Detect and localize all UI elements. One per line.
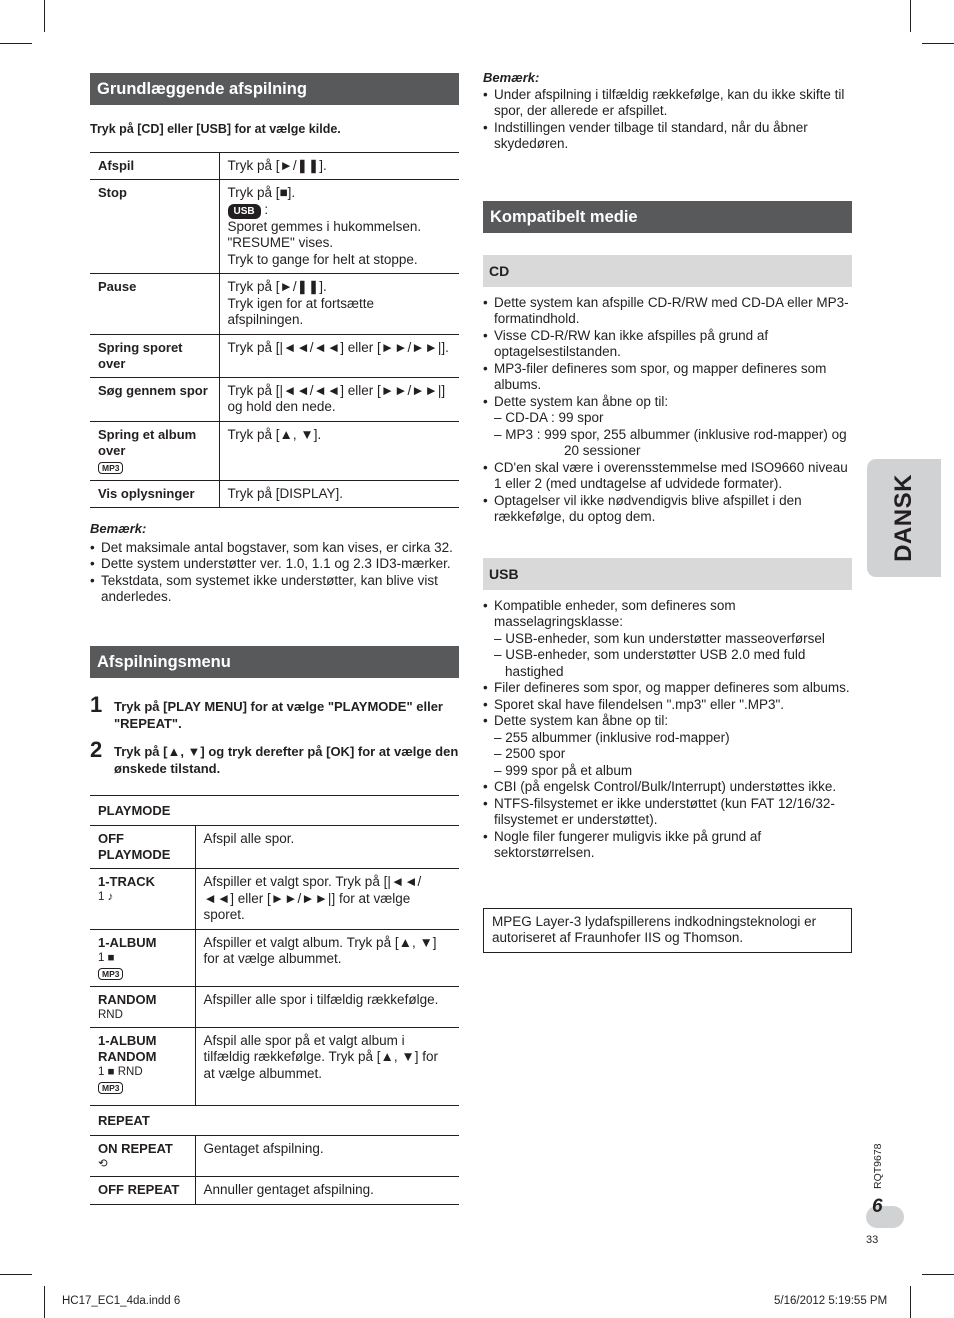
row-line: : xyxy=(264,201,269,217)
note-item: • Det maksimale antal bogstaver, som kan vises, er cirka 32. xyxy=(90,540,459,557)
list-item: • CBI (på engelsk Control/Bulk/Interrupt) understøttes ikke. xyxy=(483,779,852,796)
row-value: Tryk på [|◄◄/◄◄] eller [►►/►►|] og hold den nede. xyxy=(219,377,459,421)
note-item: • Under afspilning i tilfældig rækkefølge, kan du ikke skifte til spor, der allerede er afspillet. xyxy=(483,87,852,120)
row-key: Stop xyxy=(90,180,219,274)
basic-notes xyxy=(90,521,459,606)
list-item: • Optagelser vil ikke nødvendigvis blive afspillet i den rækkefølge, du optog dem. xyxy=(483,493,852,526)
note-item: • Tekstdata, som systemet ikke understøtter, kan blive vist anderledes. xyxy=(90,573,459,606)
mp3-badge: MP3 xyxy=(98,968,123,980)
display-indicator: 1 ■ RND xyxy=(98,1065,143,1078)
document-code: RQT9678 xyxy=(871,1143,884,1190)
sub-item: – 255 albummer (inklusive rod-mapper) xyxy=(494,729,730,745)
row-key: Afspil xyxy=(90,152,219,180)
row-line: Sporet gemmes i hukommelsen. xyxy=(227,218,422,234)
row-key xyxy=(90,421,219,480)
sub-item: – USB-enheder, som kun understøtter masseoverførsel xyxy=(494,630,825,646)
usb-list xyxy=(483,598,852,862)
row-line: Tryk på [■]. xyxy=(227,185,296,200)
row-value: Annuller gentaget afspilning. xyxy=(195,1177,459,1205)
step-1 xyxy=(90,691,459,732)
crop-mark xyxy=(0,1274,32,1275)
row-line: Tryk på [►/❚❚]. xyxy=(227,279,327,294)
crop-mark xyxy=(922,43,954,44)
page-sub-number: 33 xyxy=(866,1234,879,1246)
table-row xyxy=(90,929,459,986)
step-2 xyxy=(90,736,459,777)
row-value: Tryk på [|◄◄/◄◄] eller [►►/►►|]. xyxy=(219,334,459,377)
row-key xyxy=(90,929,195,986)
row-key xyxy=(90,1027,195,1105)
table-row xyxy=(90,152,459,180)
table-row xyxy=(90,180,459,274)
note-item: • Indstillingen vender tilbage til standard, når du åbner skydedøren. xyxy=(483,120,852,153)
mp3-badge: MP3 xyxy=(98,462,123,474)
display-indicator: RND xyxy=(98,1008,123,1021)
row-value: Afspiller et valgt album. Tryk på [▲, ▼] for at vælge albummet. xyxy=(195,929,459,986)
row-key: OFF PLAYMODE xyxy=(90,826,195,869)
crop-mark xyxy=(910,0,911,32)
mpeg-notice: MPEG Layer-3 lydafspillerens indkodningsteknologi er autoriseret af Fraunhofer IIS og Thomson. xyxy=(483,908,852,953)
table-row xyxy=(90,1136,459,1177)
row-key-label: RANDOM xyxy=(98,991,157,1007)
list-item: • Visse CD-R/RW kan ikke afspilles på grund af optagelsestilstanden. xyxy=(483,328,852,361)
table-row xyxy=(90,986,459,1027)
table-row xyxy=(90,1105,459,1136)
row-key-label: 1-TRACK xyxy=(98,874,156,889)
row-line: "RESUME" vises. xyxy=(227,235,334,250)
row-value xyxy=(219,180,459,274)
footer-date: 5/16/2012 5:19:55 PM xyxy=(774,1295,888,1307)
row-key xyxy=(90,869,195,930)
step-text: Tryk på [▲, ▼] og tryk derefter på [OK] for at vælge den ønskede tilstand. xyxy=(114,743,459,776)
sub-item: – MP3 : 999 spor, 255 albummer (inklusive rod-mapper) og 20 sessioner xyxy=(494,426,847,458)
row-key: Pause xyxy=(90,274,219,335)
row-value xyxy=(219,274,459,335)
crop-mark xyxy=(44,1286,45,1318)
row-value: Gentaget afspilning. xyxy=(195,1136,459,1177)
sub-item: – CD-DA : 99 spor xyxy=(494,410,604,425)
playmode-head: PLAYMODE xyxy=(90,795,459,826)
note-title: Bemærk: xyxy=(90,521,147,536)
display-indicator: 1 ♪ xyxy=(98,891,114,903)
step-number: 1 xyxy=(90,691,103,717)
table-row xyxy=(90,421,459,480)
crop-mark xyxy=(910,1286,911,1318)
cd-list xyxy=(483,295,852,526)
list-item: • Nogle filer fungerer muligvis ikke på grund af sektorstørrelsen. xyxy=(483,829,852,862)
row-value xyxy=(219,152,459,180)
playmode-table xyxy=(90,795,459,1205)
table-row xyxy=(90,1177,459,1205)
row-key-label: ON REPEAT xyxy=(98,1141,173,1156)
row-value: Afspil alle spor. xyxy=(195,826,459,869)
page-number: 6 xyxy=(872,1196,883,1217)
sub-item: – 999 spor på et album xyxy=(494,762,633,778)
crop-mark xyxy=(922,1274,954,1275)
note-title: Bemærk: xyxy=(483,70,540,85)
note-item: • Dette system understøtter ver. 1.0, 1.1 og 2.3 ID3-mærker. xyxy=(90,556,459,573)
display-indicator: 1 ■ xyxy=(98,951,115,964)
row-key-label: Spring et album over xyxy=(98,426,197,458)
list-item xyxy=(483,394,852,460)
section-title-play-menu: Afspilningsmenu xyxy=(90,646,459,678)
list-item xyxy=(483,713,852,779)
table-row xyxy=(90,1027,459,1105)
language-tab-label: DANSK xyxy=(889,474,917,562)
row-key xyxy=(90,1136,195,1177)
table-row xyxy=(90,795,459,826)
step-number: 2 xyxy=(90,736,103,762)
crop-mark xyxy=(0,43,32,44)
subsection-cd: CD xyxy=(483,255,852,287)
table-row xyxy=(90,869,459,930)
row-value: Tryk på [DISPLAY]. xyxy=(219,480,459,508)
row-key: Søg gennem spor xyxy=(90,377,219,421)
crop-mark xyxy=(44,0,45,32)
sub-item: – 2500 spor xyxy=(494,746,566,761)
list-item: • NTFS-filsystemet er ikke understøttet (kun FAT 12/16/32-filsystemet er understøttet). xyxy=(483,796,852,829)
table-row xyxy=(90,377,459,421)
sub-item: – USB-enheder, som understøtter USB 2.0 med fuld hastighed xyxy=(494,647,806,679)
list-item-text: • Kompatible enheder, som defineres som masselagringsklasse: xyxy=(494,597,736,629)
list-item: • Sporet skal have filendelsen ".mp3" eller ".MP3". xyxy=(483,697,852,714)
repeat-icon: ⟲ xyxy=(98,1158,108,1170)
table-row xyxy=(90,826,459,869)
language-tab xyxy=(867,459,941,577)
row-key xyxy=(90,986,195,1027)
repeat-head: REPEAT xyxy=(90,1105,459,1136)
right-column xyxy=(483,70,852,953)
row-key: Spring sporet over xyxy=(90,334,219,377)
row-line: Tryk igen for at fortsætte afspilningen. xyxy=(227,295,375,327)
list-item: • Dette system kan afspille CD-R/RW med CD-DA eller MP3-formatindhold. xyxy=(483,295,852,328)
row-key: OFF REPEAT xyxy=(90,1177,195,1205)
step-text: Tryk på [PLAY MENU] for at vælge "PLAYMODE" eller "REPEAT". xyxy=(114,698,443,731)
table-row xyxy=(90,274,459,335)
subsection-usb: USB xyxy=(483,558,852,590)
row-key-label: 1-ALBUM xyxy=(98,934,157,950)
section-title-compatible-media: Kompatibelt medie xyxy=(483,201,852,233)
row-value: Tryk på [▲, ▼]. xyxy=(219,421,459,480)
footer-file: HC17_EC1_4da.indd 6 xyxy=(62,1295,181,1307)
basic-playback-table xyxy=(90,152,459,509)
list-item: • Filer defineres som spor, og mapper defineres som albums. xyxy=(483,680,852,697)
row-line: Tryk to gange for helt at stoppe. xyxy=(227,251,418,267)
row-value: Afspiller alle spor i tilfældig rækkefølge. xyxy=(195,986,459,1027)
list-item-text: • Dette system kan åbne op til: xyxy=(494,393,669,409)
table-row xyxy=(90,334,459,377)
row-key-label: 1-ALBUM RANDOM xyxy=(98,1032,157,1064)
list-item: • CD'en skal være i overensstemmelse med ISO9660 niveau 1 eller 2 (med undtagelse af udvidede formater). xyxy=(483,460,852,493)
left-column xyxy=(90,73,459,1205)
list-item xyxy=(483,598,852,681)
list-item: • MP3-filer defineres som spor, og mapper defineres som albums. xyxy=(483,361,852,394)
row-value: Afspiller et valgt spor. Tryk på [|◄◄/◄◄] eller [►►/►►|] for at vælge sporet. xyxy=(195,869,459,930)
row-key: Vis oplysninger xyxy=(90,480,219,508)
table-row xyxy=(90,480,459,508)
row-value: Afspil alle spor på et valgt album i tilfældig rækkefølge. Tryk på [▲, ▼] for at vælge albummet. xyxy=(195,1027,459,1105)
mp3-badge: MP3 xyxy=(98,1082,123,1094)
basic-lead: Tryk på [CD] eller [USB] for at vælge kilde. xyxy=(90,122,341,136)
section-title-basic-playback: Grundlæggende afspilning xyxy=(90,73,459,105)
list-item-text: • Dette system kan åbne op til: xyxy=(494,713,669,728)
row-line: Tryk på [►/❚❚]. xyxy=(227,157,327,173)
usb-badge: USB xyxy=(228,204,261,219)
